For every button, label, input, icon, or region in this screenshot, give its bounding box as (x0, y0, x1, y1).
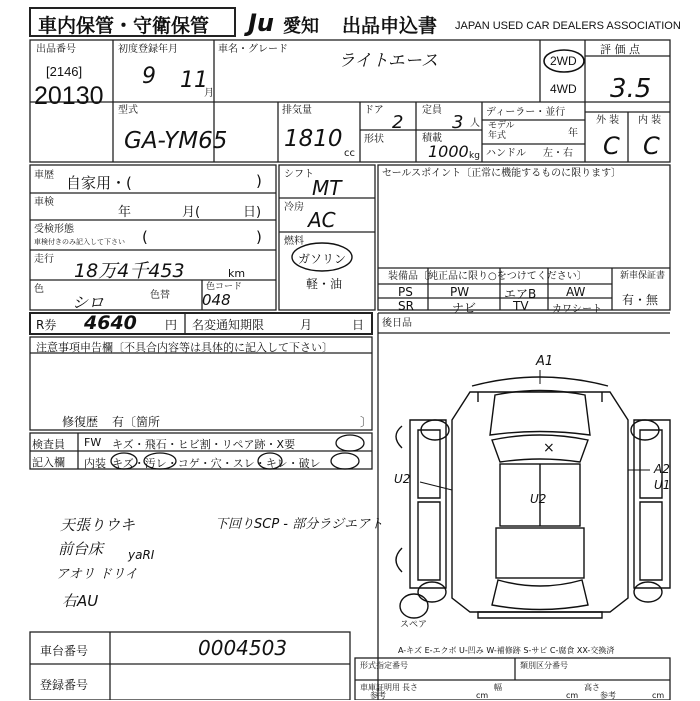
score-label: 評 価 点 (600, 43, 640, 56)
interior-grade: C (643, 132, 660, 160)
association-subtitle: JAPAN USED CAR DEALERS ASSOCIATION (455, 20, 681, 32)
receive-note: 車検付きのみ記入して下さい (34, 238, 125, 246)
ac-label: 冷房 (284, 202, 304, 213)
handle-value: 左・右 (543, 148, 573, 159)
history-close: ) (256, 172, 262, 190)
spare-label: スペア (400, 620, 428, 630)
damage-u2-left: U2 (394, 472, 411, 486)
garage-cert-label: 車庫証明用 (360, 683, 400, 692)
interior-damage-label: 内装 (84, 457, 106, 470)
year-unit: 年 (568, 128, 578, 139)
displacement-label: 排気量 (282, 105, 312, 116)
note-line-4: 右AU (62, 592, 99, 610)
note-line-1: 天張りウキ (60, 516, 136, 534)
inspection-label: 車検 (34, 197, 54, 208)
equip-tv: TV (513, 299, 529, 313)
capacity-label: 定員 (422, 105, 442, 116)
form-title: 出品申込書 (342, 15, 438, 37)
shift-value: MT (312, 176, 342, 200)
history-label: 車歴 (34, 170, 54, 181)
type-label: 型式 (118, 105, 138, 116)
capacity-value: 3 (452, 112, 464, 133)
lot-label: 出品番号 (36, 44, 76, 55)
model-year-label2: 年式 (488, 131, 507, 141)
entry-label: 記入欄 (32, 456, 65, 469)
sales-point-label: セールスポイント〔正常に機能するものに限ります〕 (382, 168, 622, 179)
damage-a1: A1 (536, 354, 554, 369)
inspection-day: 日) (243, 205, 262, 220)
equip-aw: AW (566, 285, 586, 299)
fw-label: FW (84, 436, 102, 449)
note-line-2: 前台床 (58, 540, 104, 558)
equip-navi: ナビ (452, 301, 477, 315)
repair-label: 修復歴 (62, 415, 99, 429)
warranty-value: 有・無 (622, 293, 659, 307)
equip-ps: PS (398, 285, 413, 299)
door-value: 2 (392, 112, 404, 133)
notes-label: 注意事項申告欄〔不具合内容等は具体的に記入して下さい〕 (36, 341, 333, 354)
equipment-label: 装備品〔純正品に限り○をつけてください〕 (388, 271, 587, 282)
note-line-2-suffix: yaRI (128, 548, 155, 562)
width-cm: cm (566, 691, 579, 700)
color-code-value: 048 (202, 291, 231, 309)
fuel-options: 軽・油 (306, 277, 343, 291)
inspection-year: 年 (118, 205, 132, 220)
repair-value: 有〔箇所 (112, 415, 161, 429)
load-label: 積載 (422, 133, 442, 144)
damage-legend: A-キズ E-エクボ U-凹み W-補修跡 S-サビ C-腐食 XX-交換済 (398, 646, 615, 655)
model-year-label: モデル (488, 121, 515, 131)
color-code-label: 色コード (206, 282, 243, 292)
inspector-label: 検査員 (32, 438, 65, 451)
chassis-value: 0004503 (198, 636, 288, 660)
lot-bracket: [2146] (46, 64, 83, 79)
first-reg-label: 初度登録年月 (118, 44, 178, 55)
equip-sr: SR (398, 299, 414, 313)
receive-close: ) (256, 228, 262, 246)
ac-value: AC (308, 208, 336, 232)
height-label: 高さ (584, 683, 600, 692)
mileage-unit: km (228, 267, 246, 280)
damage-x-mark: × (543, 440, 555, 456)
fuel-label: 燃料 (284, 236, 304, 247)
length-label: 長さ (402, 683, 418, 692)
name-change-month: 月 (300, 318, 313, 332)
load-value: 1000 (428, 142, 469, 161)
receive-label: 受検形態 (34, 224, 74, 235)
damage-u2-center: U2 (530, 492, 547, 506)
registration-label: 登録番号 (40, 678, 89, 692)
model-label: 車名・グレード (218, 44, 288, 55)
inspection-month: 月( (182, 205, 201, 220)
ju-logo: Ju (248, 9, 275, 37)
recycle-label: R券 (36, 318, 57, 332)
recycle-unit: 円 (165, 318, 178, 332)
capacity-unit: 人 (470, 118, 480, 129)
load-unit: kg (469, 151, 480, 161)
displacement-unit: cc (344, 148, 355, 159)
mileage-label: 走行 (34, 254, 54, 265)
exterior-label: 外 装 (596, 115, 620, 126)
interior-items: キズ・汚レ・コゲ・穴・スレ・キレ・破レ (112, 457, 321, 470)
reg-month-unit: 月 (204, 88, 214, 99)
drive-2wd: 2WD (550, 54, 577, 68)
equip-airbag: エアB (504, 287, 537, 301)
equip-pw: PW (450, 285, 470, 299)
damage-a2: A2 (654, 462, 670, 476)
score-value: 3.5 (610, 74, 652, 104)
mileage-value: 18万4千453 (74, 260, 185, 282)
fw-items: キズ・飛石・ヒビ割・リペア跡・X要 (112, 438, 296, 451)
aichi-label: 愛知 (283, 16, 319, 37)
receive-open: ( (142, 228, 148, 246)
warranty-label: 新車保証書 (620, 271, 666, 281)
name-change-label: 名変通知期限 (192, 318, 265, 332)
length-cm: cm (476, 691, 489, 700)
exterior-grade: C (603, 132, 620, 160)
reg-month: 11 (180, 68, 208, 93)
note-memo: 下回りSCP - 部分ラジエアト (215, 517, 384, 532)
dealer-label: ディーラー・並行 (486, 107, 566, 118)
handle-label: ハンドル (486, 148, 526, 159)
drive-4wd: 4WD (550, 82, 577, 96)
displacement-value: 1810 (284, 126, 343, 152)
damage-u1: U1 (654, 478, 671, 492)
recycle-value: 4640 (84, 312, 137, 334)
ref-label-2: 参考 (600, 691, 616, 700)
history-value: 自家用・( (66, 174, 132, 192)
class-no-label: 類別区分番号 (520, 661, 568, 670)
color-label: 色 (34, 284, 44, 295)
shape-label: 形状 (364, 134, 384, 145)
height-cm: cm (652, 691, 665, 700)
name-change-day: 日 (352, 318, 365, 332)
shift-label: シフト (284, 169, 314, 180)
ref-label-1: 参考 (370, 691, 386, 700)
type-value: GA-YM65 (124, 128, 228, 154)
shape-no-label: 形式指定番号 (360, 661, 408, 670)
chassis-label: 車台番号 (40, 644, 89, 658)
color-change-label: 色替 (150, 290, 170, 301)
note-line-3: アオリ ドリイ (56, 567, 138, 582)
equip-leather-seat: カワシート (552, 304, 602, 315)
repair-close: 〕 (360, 415, 373, 429)
storage-tag: 車内保管・守衛保管 (38, 16, 210, 37)
model-value: ライトエース (338, 51, 438, 71)
fuel-value: ガソリン (298, 252, 347, 266)
later-items-label: 後日品 (382, 318, 412, 329)
reg-year: 9 (142, 64, 156, 89)
door-label: ドア (364, 105, 384, 116)
interior-label: 内 装 (638, 115, 662, 126)
lot-number: 20130 (34, 82, 104, 110)
color-value: シロ (72, 293, 105, 312)
width-label: 幅 (494, 683, 502, 692)
